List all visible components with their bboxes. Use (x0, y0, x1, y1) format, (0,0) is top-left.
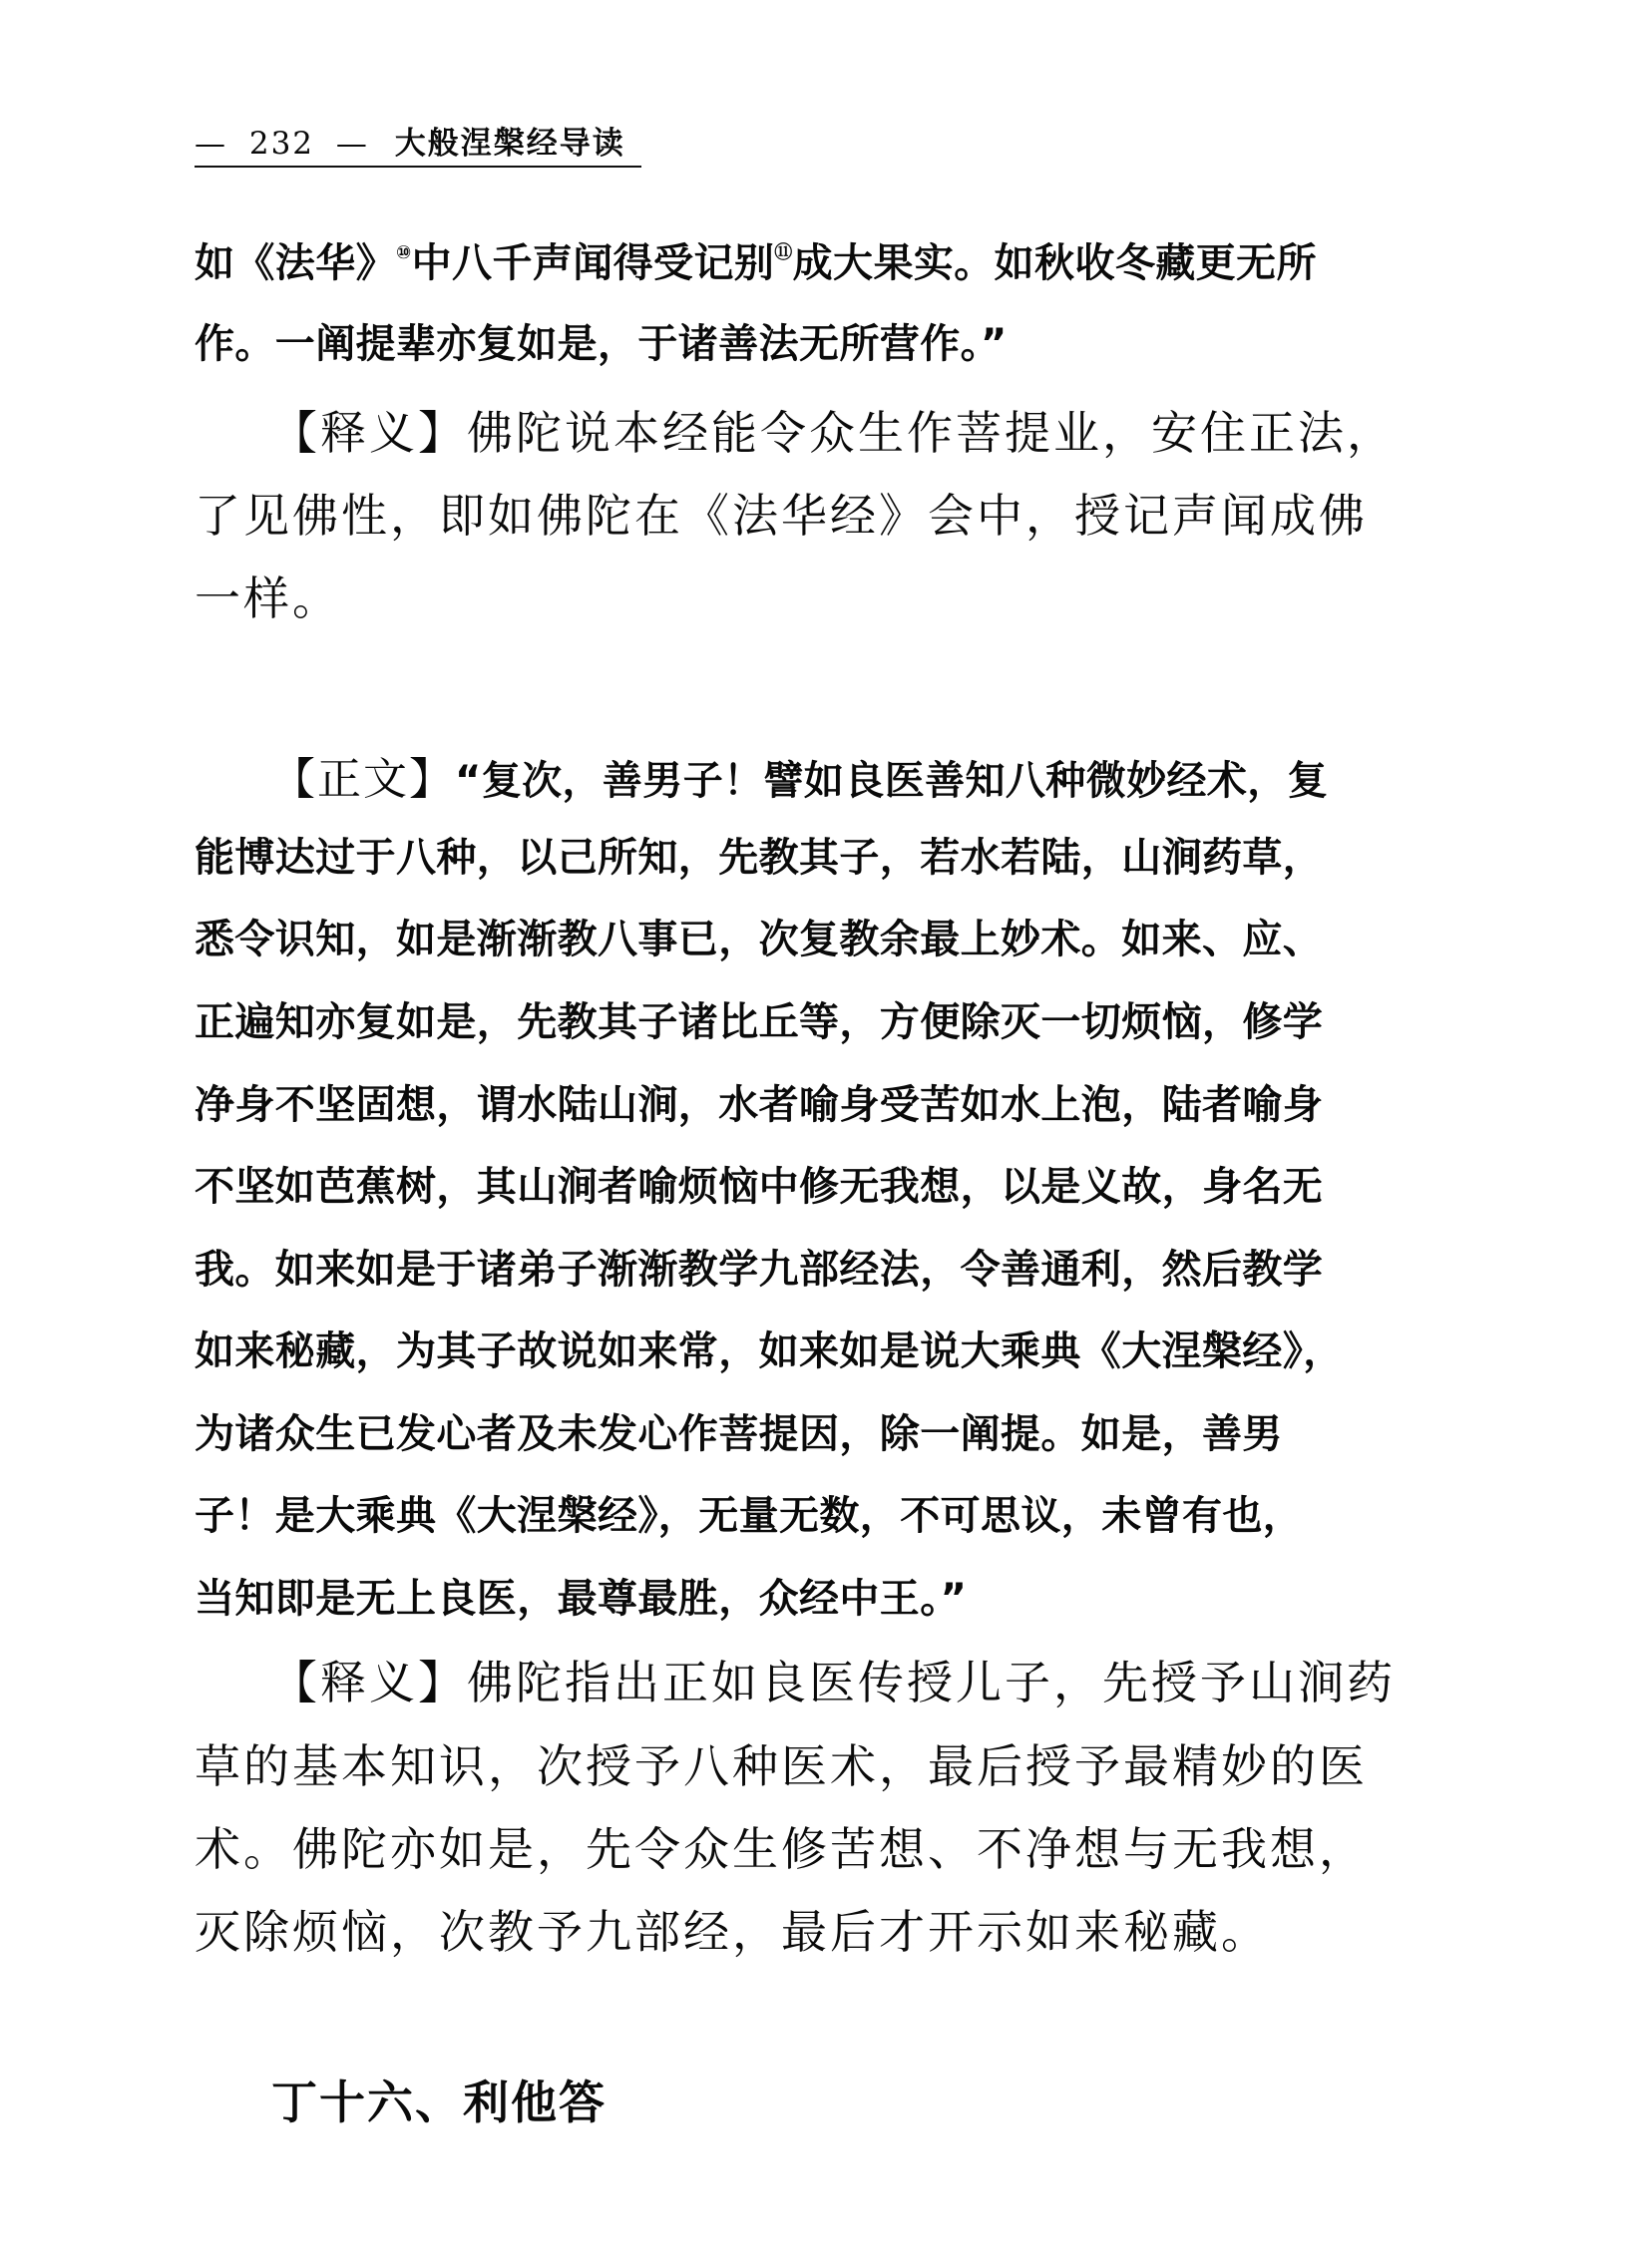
scripture-line: 不坚如芭蕉树，其山涧者喻烦恼中修无我想，以是义故，身名无 (195, 1164, 1324, 1210)
book-title: 大般涅槃经导读 (394, 126, 625, 162)
footnote-marker: ⑩ (396, 242, 412, 263)
text-segment: 如《法华》 (195, 240, 396, 286)
text-line (195, 231, 1317, 288)
text-segment: 成大果实。如秋收冬藏更无所 (792, 240, 1317, 286)
header-dash-right: — (335, 126, 369, 162)
commentary-line: 一样。 (195, 571, 341, 625)
commentary-line: 术。佛陀亦如是，先令众生修苦想、不净想与无我想， (195, 1822, 1368, 1876)
header-dash-left: — (195, 126, 227, 162)
commentary-line: 【释义】佛陀说本经能令众生作菩提业，安住正法， (271, 406, 1396, 460)
scripture-line: 为诸众生已发心者及未发心作菩提因，除一阐提。如是，善男 (195, 1411, 1283, 1457)
running-header (195, 118, 625, 163)
scripture-line: 如来秘藏，为其子故说如来常，如来如是说大乘典《大涅槃经》， (195, 1328, 1344, 1374)
header-rule (195, 166, 641, 168)
footnote-marker: ⑪ (774, 242, 793, 263)
scripture-line: 当知即是无上良医，最尊最胜，众经中王。” (195, 1576, 968, 1622)
section-heading: 丁十六、利他答 (271, 2076, 607, 2129)
page-number: 232 (248, 126, 315, 162)
commentary-line: 了见佛性，即如佛陀在《法华经》会中，授记声闻成佛 (195, 489, 1368, 543)
text-segment: “复次，善男子！譬如良医善知八种微妙经术，复 (455, 758, 1329, 804)
text-line: 作。一阐提辈亦复如是，于诸善法无所营作。” (195, 321, 1008, 367)
commentary-line: 灭除烦恼，次教予九部经，最后才开示如来秘藏。 (195, 1905, 1270, 1959)
scripture-line (271, 743, 1328, 807)
scripture-line: 正遍知亦复如是，先教其子诸比丘等，方便除灭一切烦恼，修学 (195, 999, 1324, 1045)
scripture-line: 能博达过于八种，以己所知，先教其子，若水若陆，山涧药草， (195, 835, 1324, 881)
commentary-line: 草的基本知识，次授予八种医术，最后授予最精妙的医 (195, 1739, 1368, 1793)
scripture-line: 净身不坚固想，谓水陆山涧，水者喻身受苦如水上泡，陆者喻身 (195, 1082, 1324, 1128)
commentary-line: 【释义】佛陀指出正如良医传授儿子，先授予山涧药 (271, 1656, 1396, 1709)
scripture-line: 我。如来如是于诸弟子渐渐教学九部经法，令善通利，然后教学 (195, 1247, 1324, 1293)
scripture-line: 悉令识知，如是渐渐教八事已，次复教余最上妙术。如来、应、 (195, 917, 1324, 962)
section-tag: 【正文】 (271, 754, 455, 805)
text-segment: 中八千声闻得受记别 (411, 240, 775, 286)
scripture-line: 子！是大乘典《大涅槃经》，无量无数，不可思议，未曾有也， (195, 1493, 1304, 1539)
